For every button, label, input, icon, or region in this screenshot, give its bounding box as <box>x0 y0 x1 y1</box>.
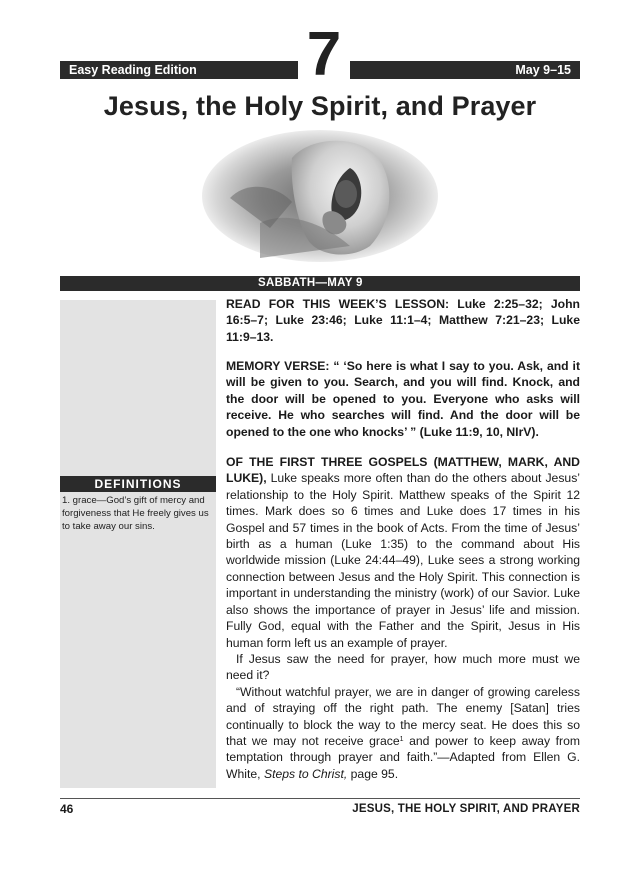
definitions-heading: DEFINITIONS <box>60 476 216 492</box>
lesson-body <box>226 296 580 782</box>
quote-text-end: page 95. <box>347 766 399 781</box>
definition-item: 1. grace—God’s gift of mercy and forgiveness that He freely gives us to take away our sins. <box>62 495 209 532</box>
running-footer-title: JESUS, THE HOLY SPIRIT, AND PRAYER <box>352 803 580 815</box>
footer-divider <box>60 798 580 799</box>
quote-text-middle: and power to keep away from temptation through prayer and faith.”—Adapted from Ellen G. White, <box>226 733 580 781</box>
intro-paragraph <box>226 454 580 651</box>
edition-label: Easy Reading Edition <box>60 61 298 79</box>
footnote-marker: 1 <box>399 735 404 743</box>
lesson-number: 7 <box>306 20 342 89</box>
quote-text-start: “Without watchful prayer, we are in danger of growing careless and of straying off the right path. The enemy [Satan] tries continually to block the way to the mercy seat. He does this so that we may not receive grace <box>226 684 580 748</box>
date-range: May 9–15 <box>350 61 580 79</box>
memory-verse: MEMORY VERSE: “ ‘So here is what I say to you. Ask, and it will be given to you. Search, and you will find. Knock, and the door will be opened to you. Everyone who asks will receive. He who searches will find. And the door will be opened to the one who knocks’ ” (Luke 11:9, 10, NIrV). <box>226 359 580 439</box>
sidebar-panel <box>60 300 216 788</box>
book-title: Steps to Christ, <box>263 766 348 781</box>
day-banner <box>60 276 580 291</box>
quote-paragraph <box>226 684 580 782</box>
reading-assignment: READ FOR THIS WEEK’S LESSON: Luke 2:25–32; John 16:5–7; Luke 23:46; Luke 11:1–4; Matthew 7:21–23; Luke 11:9–13. <box>226 297 580 344</box>
intro-text: Luke speaks more often than do the others about Jesus’ relationship to the Holy Spirit. Matthew speaks of the Spirit 12 times. Mark does so 6 times and Luke does 17 times in his Gospel and 57 times in the book of Acts. From the time of Jesus’ birth as a human (Luke 1:35) to the command about His worldwide mission (Luke 24:44–49), Luke sees a strong working connection between Jesus and the Holy Spirit. This connection is important in understanding the ministry (work) of our Savior. Luke also shows the importance of prayer in Jesus’ life and mission. Fully God, equal with the Father and the Spirit, Jesus in His human form left us an example of prayer. <box>226 471 580 650</box>
praying-figure-illustration <box>200 128 440 263</box>
lead-in: OF THE FIRST THREE GOSPELS (MATTHEW, MARK, AND LUKE), <box>226 455 580 486</box>
lesson-text <box>226 454 580 782</box>
page-number: 46 <box>60 802 74 816</box>
day-label: SABBATH—MAY 9 <box>258 277 363 289</box>
question-paragraph: If Jesus saw the need for prayer, how much more must we need it? <box>226 651 580 683</box>
page-title: Jesus, the Holy Spirit, and Prayer <box>103 91 537 121</box>
